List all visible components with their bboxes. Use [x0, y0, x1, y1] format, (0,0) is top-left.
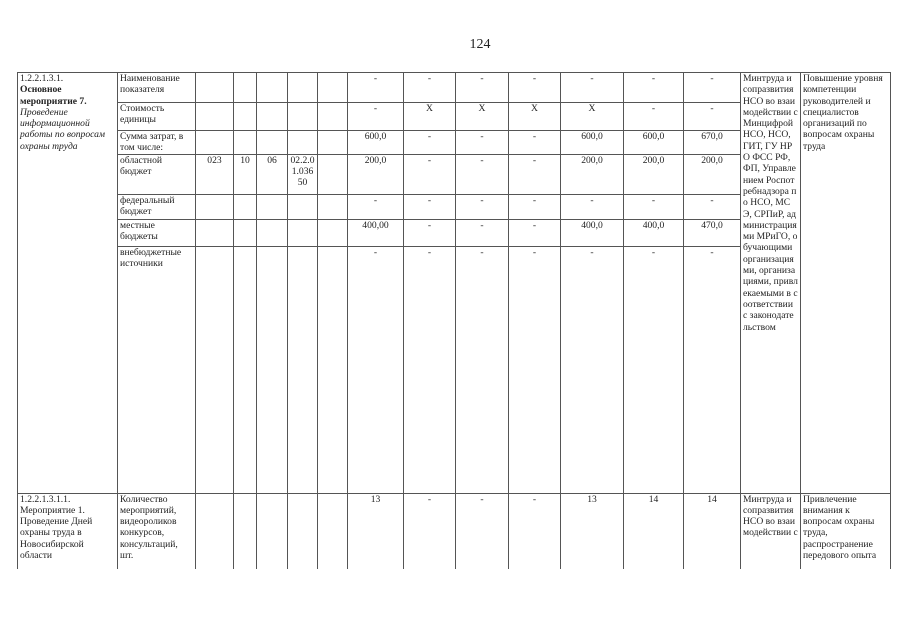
- indicator-label: Количество мероприятий, видеороликов конкурсов, консультаций, шт.: [118, 493, 196, 569]
- budget-code-cell: [257, 73, 288, 103]
- value-cell: -: [456, 246, 509, 493]
- value-cell: X: [509, 103, 561, 131]
- program-table: [17, 72, 891, 569]
- value-cell: -: [404, 493, 456, 569]
- value-cell: -: [456, 131, 509, 155]
- value-cell: 14: [624, 493, 684, 569]
- activity-code: 1.2.2.1.3.1.: [20, 73, 64, 84]
- value-cell: 600,0: [348, 131, 404, 155]
- value-cell: 200,0: [624, 154, 684, 194]
- budget-code-cell: [196, 103, 234, 131]
- value-cell: -: [684, 103, 741, 131]
- executors-cell: Минтруда и сопразвития НСО во взаимодействии с: [741, 493, 801, 569]
- value-cell: -: [348, 73, 404, 103]
- value-cell: -: [624, 73, 684, 103]
- budget-code-cell: [234, 493, 257, 569]
- budget-code-cell: [234, 103, 257, 131]
- indicator-label: внебюджетные источники: [118, 246, 196, 493]
- value-cell: -: [456, 219, 509, 246]
- budget-code-cell: 023: [196, 154, 234, 194]
- budget-code-cell: [257, 493, 288, 569]
- budget-code-cell: [196, 246, 234, 493]
- activity-code: 1.2.2.1.3.1.1.: [20, 493, 71, 505]
- value-cell: 14: [684, 493, 741, 569]
- value-cell: 200,0: [561, 154, 624, 194]
- budget-code-cell: [318, 103, 348, 131]
- value-cell: -: [509, 219, 561, 246]
- budget-code-cell: [288, 131, 318, 155]
- value-cell: -: [404, 246, 456, 493]
- value-cell: -: [348, 103, 404, 131]
- budget-code-cell: [318, 131, 348, 155]
- indicator-label: Стоимость единицы: [118, 103, 196, 131]
- table-row: [18, 73, 891, 103]
- expected-result-cell: Привлечение внимания к вопросам охраны труда, распространение передового опыта: [801, 493, 891, 569]
- budget-code-cell: [288, 194, 318, 219]
- budget-code-cell: [196, 219, 234, 246]
- budget-code-cell: [257, 103, 288, 131]
- value-cell: -: [456, 154, 509, 194]
- value-cell: 13: [561, 493, 624, 569]
- value-cell: -: [509, 131, 561, 155]
- table-row: [18, 493, 891, 569]
- value-cell: X: [404, 103, 456, 131]
- budget-code-cell: [288, 103, 318, 131]
- value-cell: 470,0: [684, 219, 741, 246]
- activity-title: Мероприятие 1. Проведение Дней охраны труда в Новосибирской области: [20, 504, 93, 562]
- value-cell: 600,0: [561, 131, 624, 155]
- value-cell: -: [509, 194, 561, 219]
- value-cell: -: [348, 194, 404, 219]
- budget-code-cell: [288, 246, 318, 493]
- budget-code-cell: [196, 73, 234, 103]
- value-cell: -: [456, 194, 509, 219]
- value-cell: X: [456, 103, 509, 131]
- value-cell: -: [404, 131, 456, 155]
- budget-code-cell: [288, 219, 318, 246]
- value-cell: 400,00: [348, 219, 404, 246]
- budget-code-cell: [318, 73, 348, 103]
- activity-subtitle: Проведение информационной работы по вопросам охраны труда: [20, 106, 106, 152]
- budget-code-cell: [234, 246, 257, 493]
- budget-code-cell: [196, 131, 234, 155]
- budget-code-cell: [234, 194, 257, 219]
- value-cell: -: [348, 246, 404, 493]
- value-cell: -: [684, 194, 741, 219]
- value-cell: -: [624, 246, 684, 493]
- value-cell: -: [404, 194, 456, 219]
- value-cell: -: [456, 73, 509, 103]
- value-cell: -: [561, 73, 624, 103]
- budget-code-cell: [196, 194, 234, 219]
- value-cell: 13: [348, 493, 404, 569]
- expected-result-cell: Повышение уровня компетенции руководителей и специалистов организаций по вопросам охраны труда: [801, 73, 891, 494]
- budget-code-cell: 06: [257, 154, 288, 194]
- value-cell: -: [684, 246, 741, 493]
- value-cell: 670,0: [684, 131, 741, 155]
- indicator-label: местные бюджеты: [118, 219, 196, 246]
- value-cell: -: [509, 154, 561, 194]
- value-cell: -: [456, 493, 509, 569]
- indicator-label: Сумма затрат, в том числе:: [118, 131, 196, 155]
- budget-code-cell: [257, 246, 288, 493]
- value-cell: 400,0: [624, 219, 684, 246]
- budget-code-cell: [288, 493, 318, 569]
- budget-code-cell: [318, 493, 348, 569]
- value-cell: -: [624, 103, 684, 131]
- page-number: 124: [469, 37, 491, 52]
- indicator-label: областной бюджет: [118, 154, 196, 194]
- activity-cell: [18, 493, 118, 569]
- value-cell: -: [509, 246, 561, 493]
- budget-code-cell: [318, 194, 348, 219]
- budget-code-cell: 02.2.01.03650: [288, 154, 318, 194]
- executors-cell: Минтруда и сопразвития НСО во взаимодействии с Минцифрой НСО, НСО, ГИТ, ГУ НРО ФСС РФ, ФП, Управлением Роспотребнадзора по НСО, МСЭ, СРПиР, администрациями МРиГО, обучающими организациями, организациями, привлекаемыми в соответствии с законодательством: [741, 73, 801, 494]
- value-cell: -: [509, 73, 561, 103]
- value-cell: -: [404, 219, 456, 246]
- value-cell: 400,0: [561, 219, 624, 246]
- budget-code-cell: [257, 194, 288, 219]
- budget-code-cell: [234, 131, 257, 155]
- budget-code-cell: [318, 154, 348, 194]
- value-cell: -: [684, 73, 741, 103]
- budget-code-cell: [318, 219, 348, 246]
- budget-code-cell: [234, 73, 257, 103]
- indicator-label: федеральный бюджет: [118, 194, 196, 219]
- budget-code-cell: [288, 73, 318, 103]
- budget-code-cell: [257, 219, 288, 246]
- value-cell: -: [509, 493, 561, 569]
- value-cell: -: [561, 246, 624, 493]
- budget-code-cell: [257, 131, 288, 155]
- budget-code-cell: [234, 219, 257, 246]
- value-cell: -: [404, 73, 456, 103]
- budget-code-cell: [196, 493, 234, 569]
- value-cell: 200,0: [348, 154, 404, 194]
- value-cell: 600,0: [624, 131, 684, 155]
- value-cell: 200,0: [684, 154, 741, 194]
- value-cell: -: [561, 194, 624, 219]
- activity-title: Основное мероприятие 7.: [20, 84, 87, 107]
- value-cell: -: [404, 154, 456, 194]
- budget-code-cell: [318, 246, 348, 493]
- indicator-label: Наименование показателя: [118, 73, 196, 103]
- activity-cell: [18, 73, 118, 494]
- value-cell: -: [624, 194, 684, 219]
- budget-code-cell: 10: [234, 154, 257, 194]
- value-cell: X: [561, 103, 624, 131]
